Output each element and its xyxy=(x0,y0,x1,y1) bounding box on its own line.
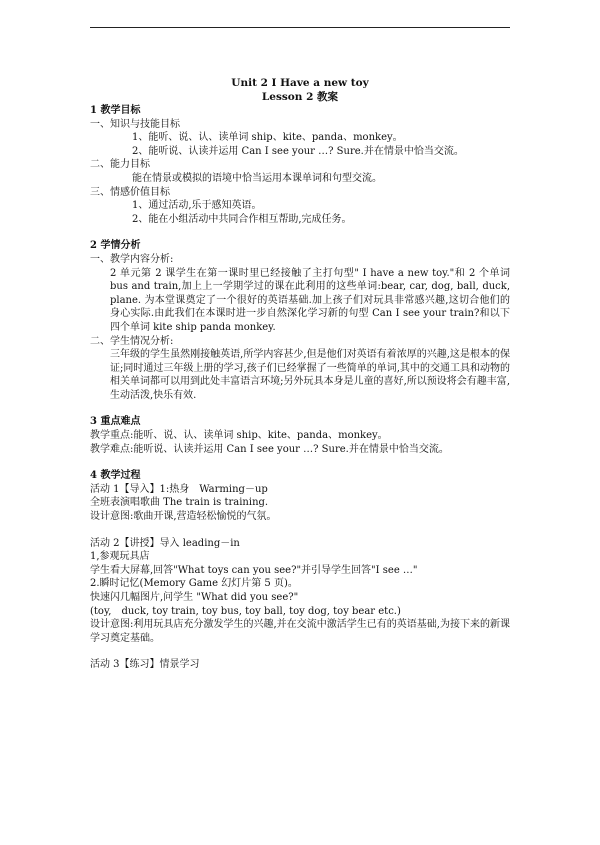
subheading-emotional-values: 三、情感价值目标 xyxy=(90,186,170,198)
document-subtitle: Lesson 2 教案 xyxy=(261,91,339,103)
paragraph: 能在情景或模拟的语境中恰当运用本课单词和句型交流。 xyxy=(132,172,382,184)
activity-line: 2.瞬时记忆(Memory Game 幻灯片第 5 页)。 xyxy=(90,578,298,590)
list-item: 1、通过活动,乐于感知英语。 xyxy=(132,200,262,212)
activity-line: 设计意图:歌曲开课,营造轻松愉悦的气氛。 xyxy=(90,511,277,523)
spacer xyxy=(90,402,510,415)
spacer xyxy=(90,645,510,658)
activity-line: 全班表演唱歌曲 The train is training. xyxy=(90,497,269,509)
paragraph: 2 单元第 2 课学生在第一课时里已经接触了主打句型" I have a new toy."和 2 个单词 bus and train,加上上一学期学过的课在此利用的这些单词:bear, car, dog, ball, duck, plane. 为本堂课奠定了一个很好的英语基础.加上孩子们对玩具非常感兴趣,这切合他们的身心实际.由此我们在本课时进一步自然深化学习新的句型 Can I see your train?和以下四个单词 kite ship panda monkey. xyxy=(110,267,510,333)
activity-line: 学生看大屏幕,回答"What toys can you see?"并引导学生回答"I see …" xyxy=(90,564,418,576)
section-heading-process: 4 教学过程 xyxy=(90,470,141,482)
spacer xyxy=(90,226,510,239)
activity-title: 活动 2【讲授】导入 leading－in xyxy=(90,537,240,549)
list-item: 2、能听说、认读并运用 Can I see your …? Sure.并在情景中恰当交流。 xyxy=(132,145,464,157)
subheading-knowledge-skills: 一、知识与技能目标 xyxy=(90,118,180,130)
lesson-plan-document xyxy=(90,76,510,672)
header-rule xyxy=(90,27,510,28)
document-title: Unit 2 I Have a new toy xyxy=(231,77,369,89)
spacer xyxy=(90,456,510,469)
section-heading-objectives: 1 教学目标 xyxy=(90,105,141,116)
subheading-student-analysis: 二、学生情况分析: xyxy=(90,335,174,347)
list-item: 2、能在小组活动中共同合作相互帮助,完成任务。 xyxy=(132,213,352,225)
activity-line: 1,参观玩具店 xyxy=(90,551,150,563)
paragraph: 三年级的学生虽然刚接触英语,所学内容甚少,但是他们对英语有着浓厚的兴趣,这是根本的保证;同时通过三年级上册的学习,孩子们已经掌握了一些简单的单词,其中的交通工具和动物的相关单词都可以用到此处丰富语言环境;另外玩具本身是儿童的喜好,所以预设将会有趣丰富,生动活泼,快乐有效. xyxy=(110,349,510,401)
activity-line: (toy, duck, toy train, toy bus, toy ball, toy dog, toy bear etc.) xyxy=(90,605,401,617)
activity-line: 快速闪几幅图片,问学生 "What did you see?" xyxy=(90,592,299,603)
subheading-content-analysis: 一、教学内容分析: xyxy=(90,253,174,265)
design-intent: 设计意图:利用玩具店充分激发学生的兴趣,并在交流中激活学生已有的英语基础,为接下来的新课学习奠定基础。 xyxy=(90,619,510,644)
spacer xyxy=(90,524,510,537)
section-heading-key-points: 3 重点难点 xyxy=(90,416,141,428)
key-point: 教学重点:能听、说、认、读单词 ship、kite、panda、monkey。 xyxy=(90,430,388,442)
activity-title: 活动 3【练习】情景学习 xyxy=(90,659,200,671)
activity-title: 活动 1【导入】1:热身 Warming－up xyxy=(90,483,268,495)
subheading-ability: 二、能力目标 xyxy=(90,159,150,171)
section-heading-learner-analysis: 2 学情分析 xyxy=(90,240,141,252)
difficult-point: 教学难点:能听说、认读并运用 Can I see your …? Sure.并在情景中恰当交流。 xyxy=(90,443,449,455)
list-item: 1、能听、说、认、读单词 ship、kite、panda、monkey。 xyxy=(132,132,403,144)
